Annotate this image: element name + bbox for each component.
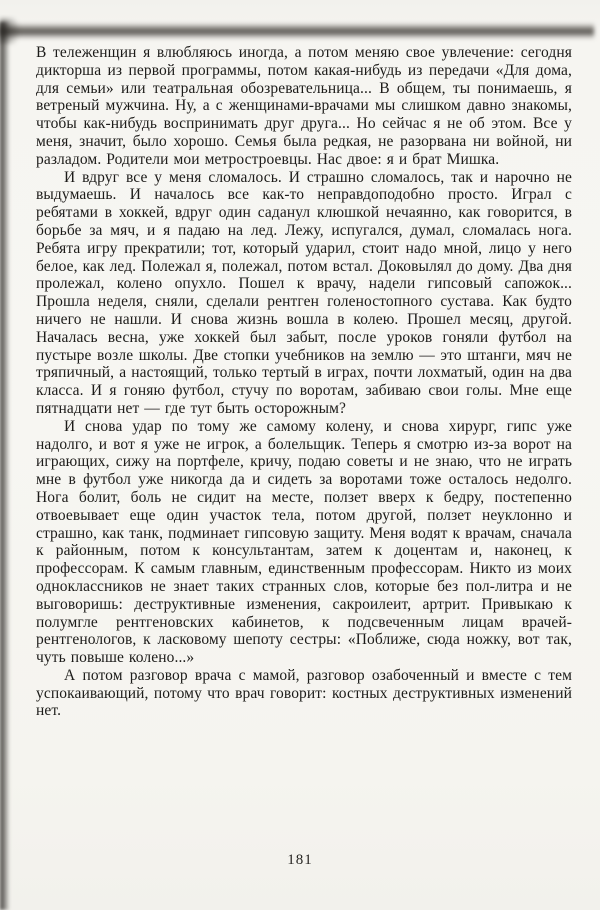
page-number: 181 [287,852,313,868]
scan-shadow-corner [0,18,26,44]
paragraph-1: В тележенщин я влюбляюсь иногда, а потом меняю свое увлечение: сегодня дикторша из первой программы, потом какая-нибудь из передачи «Для дома, для семьи» или театральная обозревательница... В общем, ты понимаешь, я ветреный мужчина. Ну, а с женщинами-врачами мы слишком давно знакомы, чтобы как-нибудь воспринимать друг друга... Но сейчас я не об этом. Все у меня, значит, было хорошо. Семья была редкая, не разорвана ни войной, ни разладом. Родители мои метростроевцы. Нас двое: я и брат Мишка. [36,44,572,168]
paragraph-2: И вдруг все у меня сломалось. И страшно сломалось, так и нарочно не выдумаешь. И началось все как-то неправдоподобно просто. Играл с ребятами в хоккей, вдруг один саданул клюшкой нечаянно, как говорится, в борьбе за мяч, и я падаю на лед. Лежу, испугался, думал, сломалась нога. Ребята игру прекратили; тот, который ударил, стоит надо мной, лицо у него белое, как лед. Полежал я, полежал, потом встал. Доковылял до дому. Два дня пролежал, колено опухло. Пошел к врачу, надели гипсовый сапожок... Прошла неделя, сняли, сделали рентген голеностопного сустава. Как будто ничего не нашли. И снова жизнь вошла в колею. Прошел месяц, другой. Началась весна, уже хоккей был забыт, после уроков гоняли футбол на пустыре возле школы. Две стопки учебников на землю — это штанги, мяч не тряпичный, а настоящий, только тертый в играх, почти лохматый, один на два класса. И я гоняю футбол, стучу по воротам, забиваю свои голы. Мне еще пятнадцати нет — где тут быть осторожным? [36,168,572,417]
text-block [36,44,572,720]
paragraph-3: И снова удар по тому же самому колену, и снова хирург, гипс уже надолго, и вот я уже не игрок, а болельщик. Теперь я смотрю из-за ворот на играющих, сижу на портфеле, кричу, подаю советы и не знаю, что не играть мне в футбол уже никогда да и сидеть за воротами тоже осталось недолго. Нога болит, боль не сидит на месте, ползет вверх к бедру, постепенно отвоевывает еще один участок тела, потом другой, ползет неуклонно и страшно, как танк, подминает гипсовую защиту. Меня водят к врачам, сначала к районным, потом к консультантам, затем к доцентам и, наконец, к профессорам. К самым главным, единственным профессорам. Никто из моих одноклассников не знает таких странных слов, которые без пол-литра и не выговоришь: деструктивные изменения, сакроилеит, артрит. Привыкаю к полумгле рентгеновских кабинетов, к подсвеченным лицам врачей-рентгенологов, к ласковому шепоту сестры: «Поближе, сюда ножку, вот так, чуть повыше колено...» [36,417,572,667]
scan-shadow-left [0,22,10,910]
paragraph-4: А потом разговор врача с мамой, разговор озабоченный и вместе с тем успокаивающий, потому что врач говорит: костных деструктивных изменений нет. [36,666,572,720]
scan-shadow-top [0,23,594,39]
